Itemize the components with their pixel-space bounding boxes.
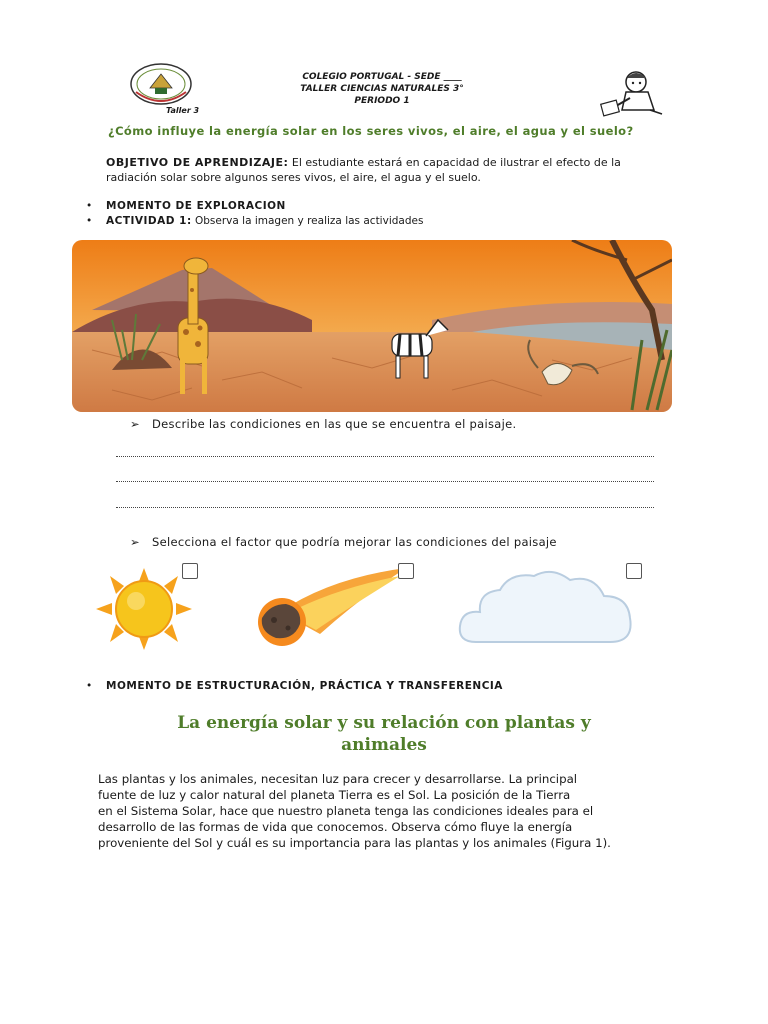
task2 — [130, 535, 557, 549]
period: PERIODO 1 — [354, 96, 410, 106]
answer-line-3[interactable] — [116, 507, 654, 508]
school-name: COLEGIO PORTUGAL - SEDE ____ — [302, 72, 462, 82]
body-line: desarrollo de las formas de vida que conocemos. Observa cómo fluye la energía — [98, 820, 573, 834]
moment-exploration: • MOMENTO DE EXPLORACION — [86, 200, 286, 212]
school-logo — [128, 62, 194, 106]
guiding-question: ¿Cómo influye la energía solar en los seres vivos, el aire, el agua y el suelo? — [108, 124, 634, 138]
body-line: en el Sistema Solar, hace que nuestro planeta tenga las condiciones ideales para el — [98, 804, 594, 818]
sun-icon — [96, 568, 192, 650]
section-title-line2: animales — [341, 735, 427, 755]
task2-text: Selecciona el factor que podría mejorar las condiciones del paisaje — [152, 535, 557, 549]
objective-label: OBJETIVO DE APRENDIZAJE: — [106, 156, 289, 169]
drought-landscape-illustration — [72, 240, 672, 412]
body-line: fuente de luz y calor natural del planeta Tierra es el Sol. La posición de la Tierra — [98, 788, 571, 802]
option-meteor-checkbox[interactable] — [398, 563, 414, 579]
workshop-name: TALLER CIENCIAS NATURALES 3° — [300, 84, 464, 94]
meteor-icon — [250, 568, 408, 648]
cloud-icon — [456, 566, 636, 650]
option-sun-checkbox[interactable] — [182, 563, 198, 579]
activity-label: ACTIVIDAD 1: — [106, 215, 192, 227]
objective-text-line2: radiación solar sobre algunos seres vivos, el aire, el agua y el suelo. — [106, 171, 481, 184]
section-title-line1: La energía solar y su relación con plantas y — [177, 713, 591, 733]
arrow-icon: ➢ — [130, 417, 140, 431]
body-line: proveniente del Sol y cuál es su importancia para las plantas y los animales (Figura 1). — [98, 836, 611, 850]
activity-1: • ACTIVIDAD 1: Observa la imagen y realiza las actividades — [86, 215, 424, 227]
task1-text: Describe las condiciones en las que se encuentra el paisaje. — [152, 417, 517, 431]
activity-text: Observa la imagen y realiza las actividades — [195, 215, 424, 227]
answer-line-1[interactable] — [116, 456, 654, 457]
child-drawing-icon — [596, 66, 666, 122]
taller-label: Taller 3 — [166, 106, 200, 115]
option-cloud-checkbox[interactable] — [626, 563, 642, 579]
body-line: Las plantas y los animales, necesitan luz para crecer y desarrollarse. La principal — [98, 772, 578, 786]
task1 — [130, 417, 516, 431]
moment-structuring: • MOMENTO DE ESTRUCTURACIÓN, PRÁCTICA Y TRANSFERENCIA — [86, 680, 503, 692]
answer-line-2[interactable] — [116, 481, 654, 482]
arrow-icon: ➢ — [130, 535, 140, 549]
body-paragraph — [98, 771, 658, 851]
objective-block — [106, 155, 686, 185]
objective-text-line1: El estudiante estará en capacidad de ilustrar el efecto de la — [291, 156, 621, 169]
